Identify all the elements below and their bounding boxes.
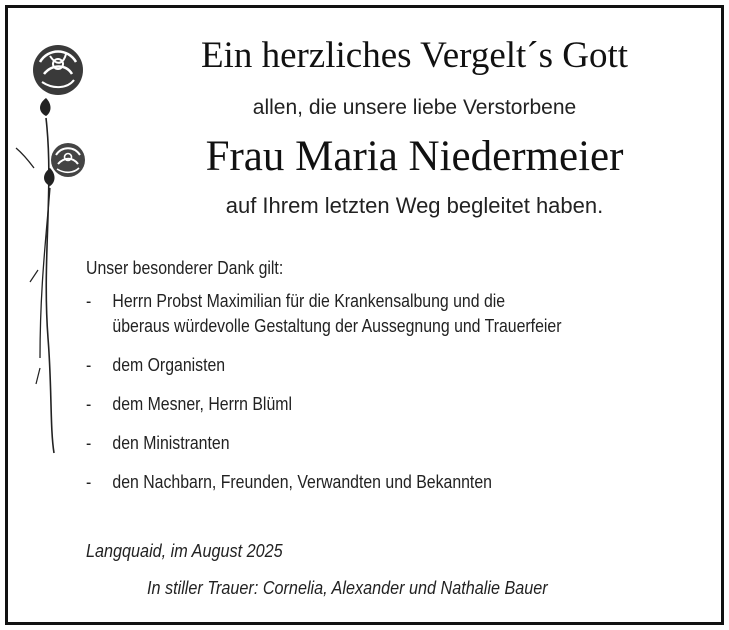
dash: - xyxy=(86,355,92,375)
thanks-item xyxy=(86,431,632,456)
dash: - xyxy=(86,433,92,453)
thanks-item-text: dem Organisten xyxy=(112,355,226,375)
thanks-item-text: dem Mesner, Herrn Blüml xyxy=(112,394,292,414)
deceased-name: Frau Maria Niedermeier xyxy=(205,133,624,180)
thanks-item xyxy=(86,353,632,378)
thanks-item xyxy=(86,470,632,495)
thanks-item xyxy=(86,392,632,417)
thanks-item-text: den Nachbarn, Freunden, Verwandten und Bekannten xyxy=(112,472,492,492)
thanks-item-text: Herrn Probst Maximilian für die Krankensalbung und die xyxy=(112,291,506,311)
dash: - xyxy=(86,394,92,414)
dash: - xyxy=(86,472,92,492)
place-date: Langquaid, im August 2025 xyxy=(86,541,283,561)
dash: - xyxy=(86,291,92,311)
signature: In stiller Trauer: Cornelia, Alexander und Nathalie Bauer xyxy=(147,578,548,598)
thanks-block xyxy=(86,258,632,509)
thanks-item xyxy=(86,289,632,339)
thanks-item-text-continued: überaus würdevolle Gestaltung der Aussegnung und Trauerfeier xyxy=(112,316,562,336)
heading: Ein herzliches Vergelt´s Gott xyxy=(200,35,629,76)
closing-line: auf Ihrem letzten Weg begleitet haben. xyxy=(225,193,604,218)
thanks-item-text: den Ministranten xyxy=(112,433,230,453)
thanks-list xyxy=(86,289,632,495)
thanks-intro: Unser besonderer Dank gilt: xyxy=(86,258,284,278)
subline: allen, die unsere liebe Verstorbene xyxy=(252,96,577,119)
